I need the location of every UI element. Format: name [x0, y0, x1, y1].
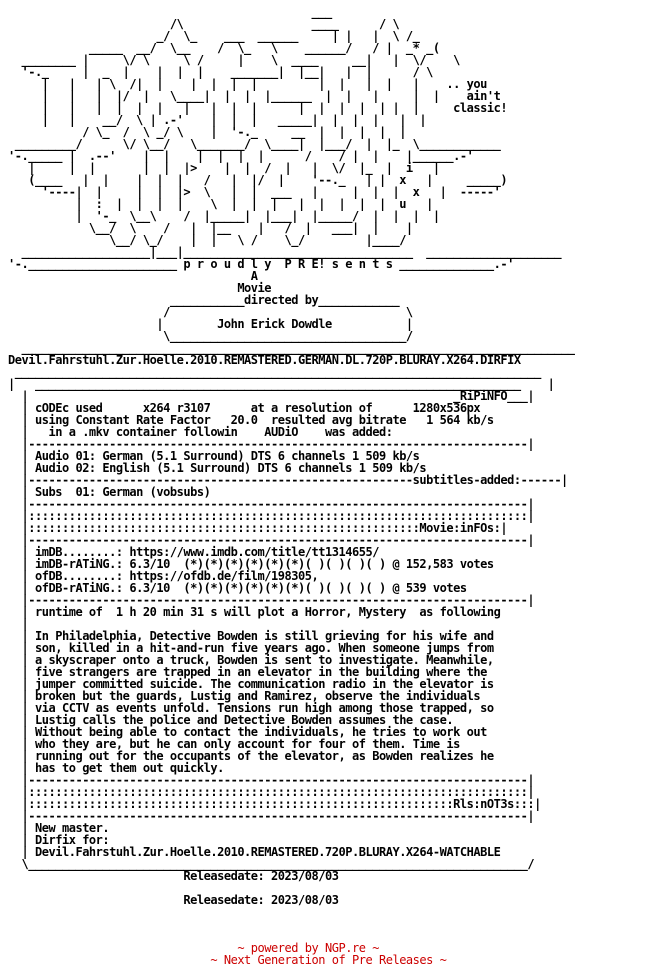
nfo-line: \__/ \ / | |__ | / | ___| | |: [8, 221, 413, 235]
nfo-line: | has to get them out quickly.: [8, 761, 224, 775]
nfo-line: Devil.Fahrstuhl.Zur.Hoelle.2010.REMASTERED.GERMAN.DL.720P.BLURAY.X264.DIRFIX: [8, 353, 521, 367]
nfo-line: | jumper committed suicide. The communication radio in the elevator is: [8, 677, 494, 691]
nfo-line: | son, killed in a hit-and-run five years ago. When someone jumps from: [8, 641, 494, 655]
nfo-line: ________ | \/ \ \ / | \ ____ __| | \/ \: [8, 53, 460, 67]
nfo-line: Releasedate: 2023/08/03: [8, 893, 339, 907]
nfo-line: (____ | | | | | / | |/ | '--._ | | x | _____): [8, 173, 508, 187]
nfo-line: |::::::::::::::::::::::::::::::::::::::::::::::::::::::::::Movie:inFOs:|: [8, 521, 508, 535]
nfo-line: Releasedate: 2023/08/03: [8, 869, 339, 883]
nfo-line: | | | | | | | | | | | | | | | | | classic!: [8, 101, 508, 115]
nfo-line: | | | \ /| | | | | | | | | | | .. you: [8, 77, 487, 91]
nfo-line: \__________________________________________________________________________/: [8, 857, 535, 871]
nfo-line: | John Erick Dowdle |: [8, 317, 413, 331]
nfo-line: | runtime of 1 h 20 min 31 s will plot a Horror, Mystery as following: [8, 605, 501, 619]
nfo-line: '-._ | _ | | | | _______| |__| | | / \: [8, 65, 433, 79]
nfo-line: /\ ____ / \: [8, 17, 400, 31]
nfo-line: __________________________________________________________________________________: [8, 341, 575, 355]
nfo-line: |--------------------------------------------------------------------------|: [8, 533, 535, 547]
nfo-line: | using Constant Rate Factor 20.0 resulted avg bitrate 1 564 kb/s: [8, 413, 494, 427]
nfo-line: | | | | | |> | | / | | \/ |_ | i |: [8, 161, 440, 175]
nfo-line: | Without being able to contact the individuals, he tries to work out: [8, 725, 487, 739]
nfo-line: _____ __/ \__ / \_ \ ______/ / | _* _(: [8, 41, 440, 55]
nfo-line: | cODEc used x264 r3107 at a resolution of 1280x536px: [8, 401, 481, 415]
nfo-line: A: [8, 269, 258, 283]
nfo-line: '----| | | | |> \ | | ___ | | | | x | -----': [8, 185, 501, 199]
nfo-line: | broken but the guards, Lustig and Ramirez, observe the individuals: [8, 689, 481, 703]
nfo-line: \___________________________________/: [8, 329, 413, 343]
nfo-line: _/ \_ ___ ______ | | | \ /_: [8, 29, 420, 43]
nfo-line: | ofDB-rATiNG.: 6.3/10 (*)(*)(*)(*)(*)(*)( )( )( )( ) @ 539 votes: [8, 581, 467, 595]
nfo-line: | in a .mkv container followin AUDiO was added:: [8, 425, 393, 439]
nfo-line: | five strangers are trapped in an elevator in the building where the: [8, 665, 487, 679]
nfo-line: | In Philadelphia, Detective Bowden is still grieving for his wife and: [8, 629, 494, 643]
nfo-line: [8, 918, 575, 930]
nfo-line: | who they are, but he can only account for four of them. Time is: [8, 737, 460, 751]
nfo-line: |--------------------------------------------------------------------------|: [8, 593, 535, 607]
nfo-line: | | __/ \ | .-' | | | _____| | | | | |: [8, 113, 427, 127]
footer-line: ~ Next Generation of Pre Releases ~: [8, 953, 447, 967]
nfo-line: | | | |/ | \____| | | |______ | | | | | ain't: [8, 89, 501, 103]
nfo-line: | imDB........: https://www.imdb.com/title/tt1314655/: [8, 545, 379, 559]
nfo-line: ______________________________________________________________________________: [8, 365, 541, 379]
nfo-line: | Audio 02: English (5.1 Surround) DTS 6 channels 1 509 kb/s: [8, 461, 427, 475]
nfo-text-block: [8, 6, 575, 966]
nfo-line: |::::::::::::::::::::::::::::::::::::::::::::::::::::::::::::::::::::::::::|: [8, 785, 535, 799]
nfo-line: |--------------------------------------------------------------------------|: [8, 437, 535, 451]
nfo-line: | ofDB........: https://ofdb.de/film/198305,: [8, 569, 319, 583]
nfo-line: / \: [8, 305, 413, 319]
nfo-line: | running out for the occupants of the elevator, as Bowden realizes he: [8, 749, 494, 763]
nfo-line: ___: [8, 5, 393, 19]
nfo-line: | via CCTV as events unfold. Tensions run high among those trapped, so: [8, 701, 494, 715]
nfo-line: | imDB-rATiNG.: 6.3/10 (*)(*)(*)(*)(*)(*)( )( )( )( ) @ 152,583 votes: [8, 557, 494, 571]
nfo-line: Movie: [8, 281, 272, 295]
nfo-line: \__/ \_/ | | \ / \_/ |____/: [8, 233, 406, 247]
nfo-line: | _RiPiNFO___|: [8, 389, 535, 403]
nfo-line: | Devil.Fahrstuhl.Zur.Hoelle.2010.REMASTERED.720P.BLURAY.X264-WATCHABLE: [8, 845, 501, 859]
nfo-line: | Dirfix for:: [8, 833, 110, 847]
nfo-line: |--------------------------------------------------------------------------|: [8, 809, 535, 823]
nfo-line: |:::::::::::::::::::::::::::::::::::::::::::::::::::::::::::::::Rls:nOT3s:::|: [8, 797, 541, 811]
nfo-line: | a skyscraper onto a truck, Bowden is sent to investigate. Meanwhile,: [8, 653, 494, 667]
nfo-line: ___________________|___|__________________________________ ____________________: [8, 245, 562, 259]
nfo-line: |---------------------------------------------------------subtitles-added:------|: [8, 473, 568, 487]
nfo-line: [8, 906, 575, 918]
nfo-line: |--------------------------------------------------------------------------|: [8, 497, 535, 511]
nfo-line: | '-_ \__\ / |_____| |___| |_____/ | | | |: [8, 209, 440, 223]
nfo-line: '-._____ | .--' | | | | | | / / | | |______.-': [8, 149, 474, 163]
nfo-line: | : | | | | \ | | | | | | | | u |: [8, 197, 433, 211]
nfo-line: | Subs 01: German (vobsubs): [8, 485, 211, 499]
nfo-line: '-.______________________ p r o u d l y P R E! s e n t s ______________.-': [8, 257, 514, 271]
nfo-line: |: [8, 617, 29, 631]
nfo-line: | Lustig calls the police and Detective Bowden assumes the case.: [8, 713, 454, 727]
nfo-line: / \_ / \ _/ \ | '-._ __ | | | | |: [8, 125, 406, 139]
nfo-line: |::::::::::::::::::::::::::::::::::::::::::::::::::::::::::::::::::::::::::|: [8, 509, 535, 523]
footer-line: ~ powered by NGP.re ~: [8, 941, 379, 955]
nfo-line: |--------------------------------------------------------------------------|: [8, 773, 535, 787]
nfo-line: | ________________________________________________________________________ |: [8, 377, 555, 391]
nfo-line: | Audio 01: German (5.1 Surround) DTS 6 channels 1 509 kb/s: [8, 449, 420, 463]
nfo-line: ___________directed by____________: [8, 293, 400, 307]
nfo-line: | New master.: [8, 821, 110, 835]
nfo-line: _________/ \/ \__/ \_______/ \____| |___/ | |_ \____________: [8, 137, 501, 151]
